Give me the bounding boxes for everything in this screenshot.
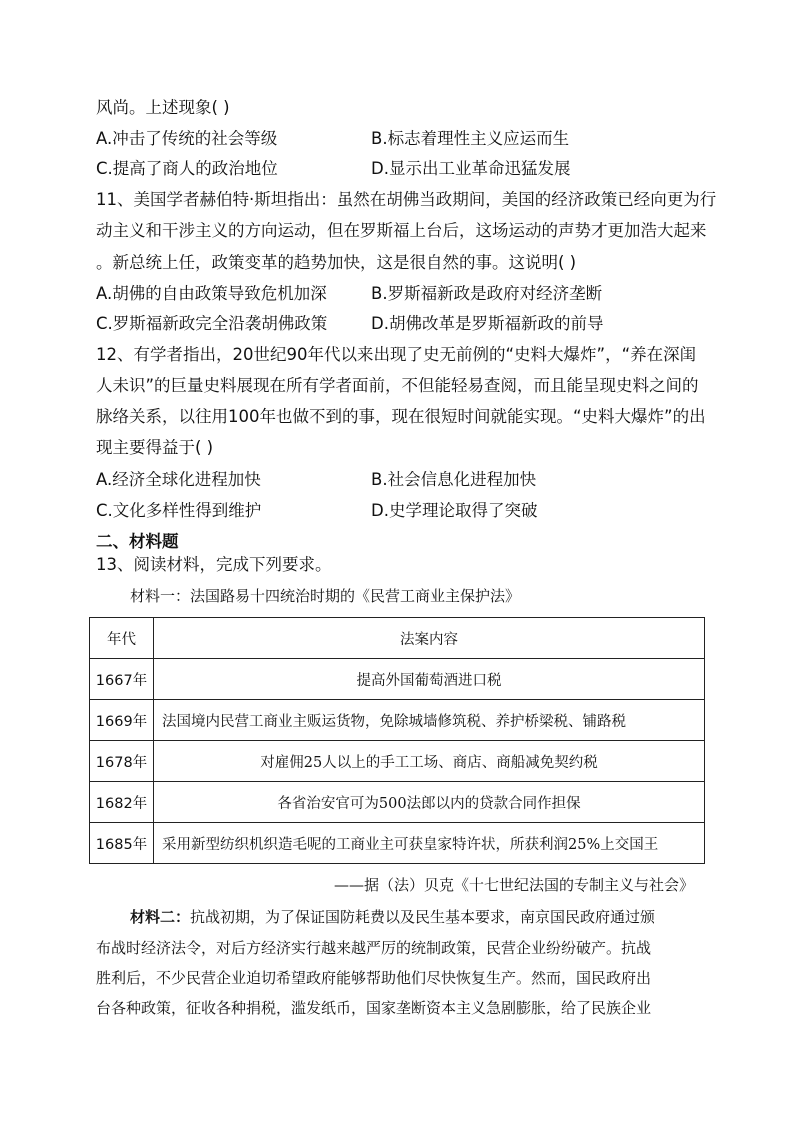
q11-option-d: D.胡佛改革是罗斯福新政的前导 bbox=[371, 314, 604, 333]
table-header-row bbox=[90, 618, 705, 659]
material-2-label: 材料二： bbox=[130, 908, 191, 926]
material-2-line-2: 布战时经济法令，对后方经济实行越来越严厉的统制政策，民营企业纷纷破产。抗战 bbox=[96, 939, 652, 957]
material-1-source: ——据（法）贝克《十七世纪法国的专制主义与社会》 bbox=[333, 876, 694, 894]
material-2-line-4: 台各种政策，征收各种捐税，滥发纸币，国家垄断资本主义急剧膨胀，给了民族企业 bbox=[96, 999, 652, 1017]
q10-option-c: C.提高了商人的政治地位 bbox=[96, 159, 278, 178]
row-year: 1678年 bbox=[90, 741, 154, 782]
section-heading: 二、材料题 bbox=[96, 532, 179, 551]
row-content: 各省治安官可为500法郎以内的贷款合同作担保 bbox=[154, 782, 705, 823]
column-header-content: 法案内容 bbox=[154, 618, 705, 659]
q13-instruction: 13、阅读材料，完成下列要求。 bbox=[96, 555, 332, 574]
question-fragment: 风尚。上述现象( ) bbox=[96, 98, 230, 117]
q11-option-a: A.胡佛的自由政策导致危机加深 bbox=[96, 284, 327, 303]
row-year: 1685年 bbox=[90, 823, 154, 864]
row-year: 1682年 bbox=[90, 782, 154, 823]
q10-option-d: D.显示出工业革命迅猛发展 bbox=[371, 159, 571, 178]
q10-option-b: B.标志着理性主义应运而生 bbox=[371, 129, 570, 148]
row-content: 对雇佣25人以上的手工工场、商店、商船减免契约税 bbox=[154, 741, 705, 782]
law-table bbox=[89, 617, 705, 864]
table-row bbox=[90, 823, 705, 864]
table-row bbox=[90, 659, 705, 700]
row-content: 法国境内民营工商业主贩运货物，免除城墙修筑税、养护桥梁税、铺路税 bbox=[154, 700, 705, 741]
q11-option-c: C.罗斯福新政完全沿袭胡佛政策 bbox=[96, 314, 328, 333]
material-2-line-1 bbox=[130, 906, 655, 928]
column-header-year: 年代 bbox=[90, 618, 154, 659]
q10-option-a: A.冲击了传统的社会等级 bbox=[96, 129, 278, 148]
row-year: 1667年 bbox=[90, 659, 154, 700]
q12-line-3: 脉络关系，以往用100年也做不到的事，现在很短时间就能实现。“史料大爆炸”的出 bbox=[96, 407, 706, 426]
q12-line-1: 12、有学者指出，20世纪90年代以来出现了史无前例的“史料大爆炸”，“养在深闺 bbox=[96, 345, 697, 364]
row-content: 采用新型纺织机织造毛呢的工商业主可获皇家特许状，所获利润25%上交国王 bbox=[154, 823, 705, 864]
q12-line-2: 人未识”的巨量史料展现在所有学者面前，不但能轻易查阅，而且能呈现史料之间的 bbox=[96, 376, 699, 395]
q12-option-c: C.文化多样性得到维护 bbox=[96, 501, 262, 520]
material-2-line-3: 胜利后，不少民营企业迫切希望政府能够帮助他们尽快恢复生产。然而，国民政府出 bbox=[96, 969, 652, 987]
q11-line-1: 11、美国学者赫伯特·斯坦指出：虽然在胡佛当政期间，美国的经济政策已经向更为行 bbox=[96, 190, 717, 209]
q11-line-2: 动主义和干涉主义的方向运动，但在罗斯福上台后，这场运动的声势才更加浩大起来 bbox=[96, 221, 707, 240]
table-row bbox=[90, 700, 705, 741]
q12-option-a: A.经济全球化进程加快 bbox=[96, 470, 261, 489]
row-content: 提高外国葡萄酒进口税 bbox=[154, 659, 705, 700]
q11-option-b: B.罗斯福新政是政府对经济垄断 bbox=[371, 284, 603, 303]
table-row bbox=[90, 741, 705, 782]
q12-option-d: D.史学理论取得了突破 bbox=[371, 501, 538, 520]
material-2-text: 抗战初期，为了保证国防耗费以及民生基本要求，南京国民政府通过颁 bbox=[190, 908, 656, 926]
table-row bbox=[90, 782, 705, 823]
q12-line-4: 现主要得益于( ) bbox=[96, 438, 214, 457]
row-year: 1669年 bbox=[90, 700, 154, 741]
q11-line-3: 。新总统上任，政策变革的趋势加快，这是很自然的事。这说明( ) bbox=[96, 253, 577, 272]
material-1-caption: 材料一：法国路易十四统治时期的《民营工商业主保护法》 bbox=[130, 587, 521, 605]
q12-option-b: B.社会信息化进程加快 bbox=[371, 470, 537, 489]
